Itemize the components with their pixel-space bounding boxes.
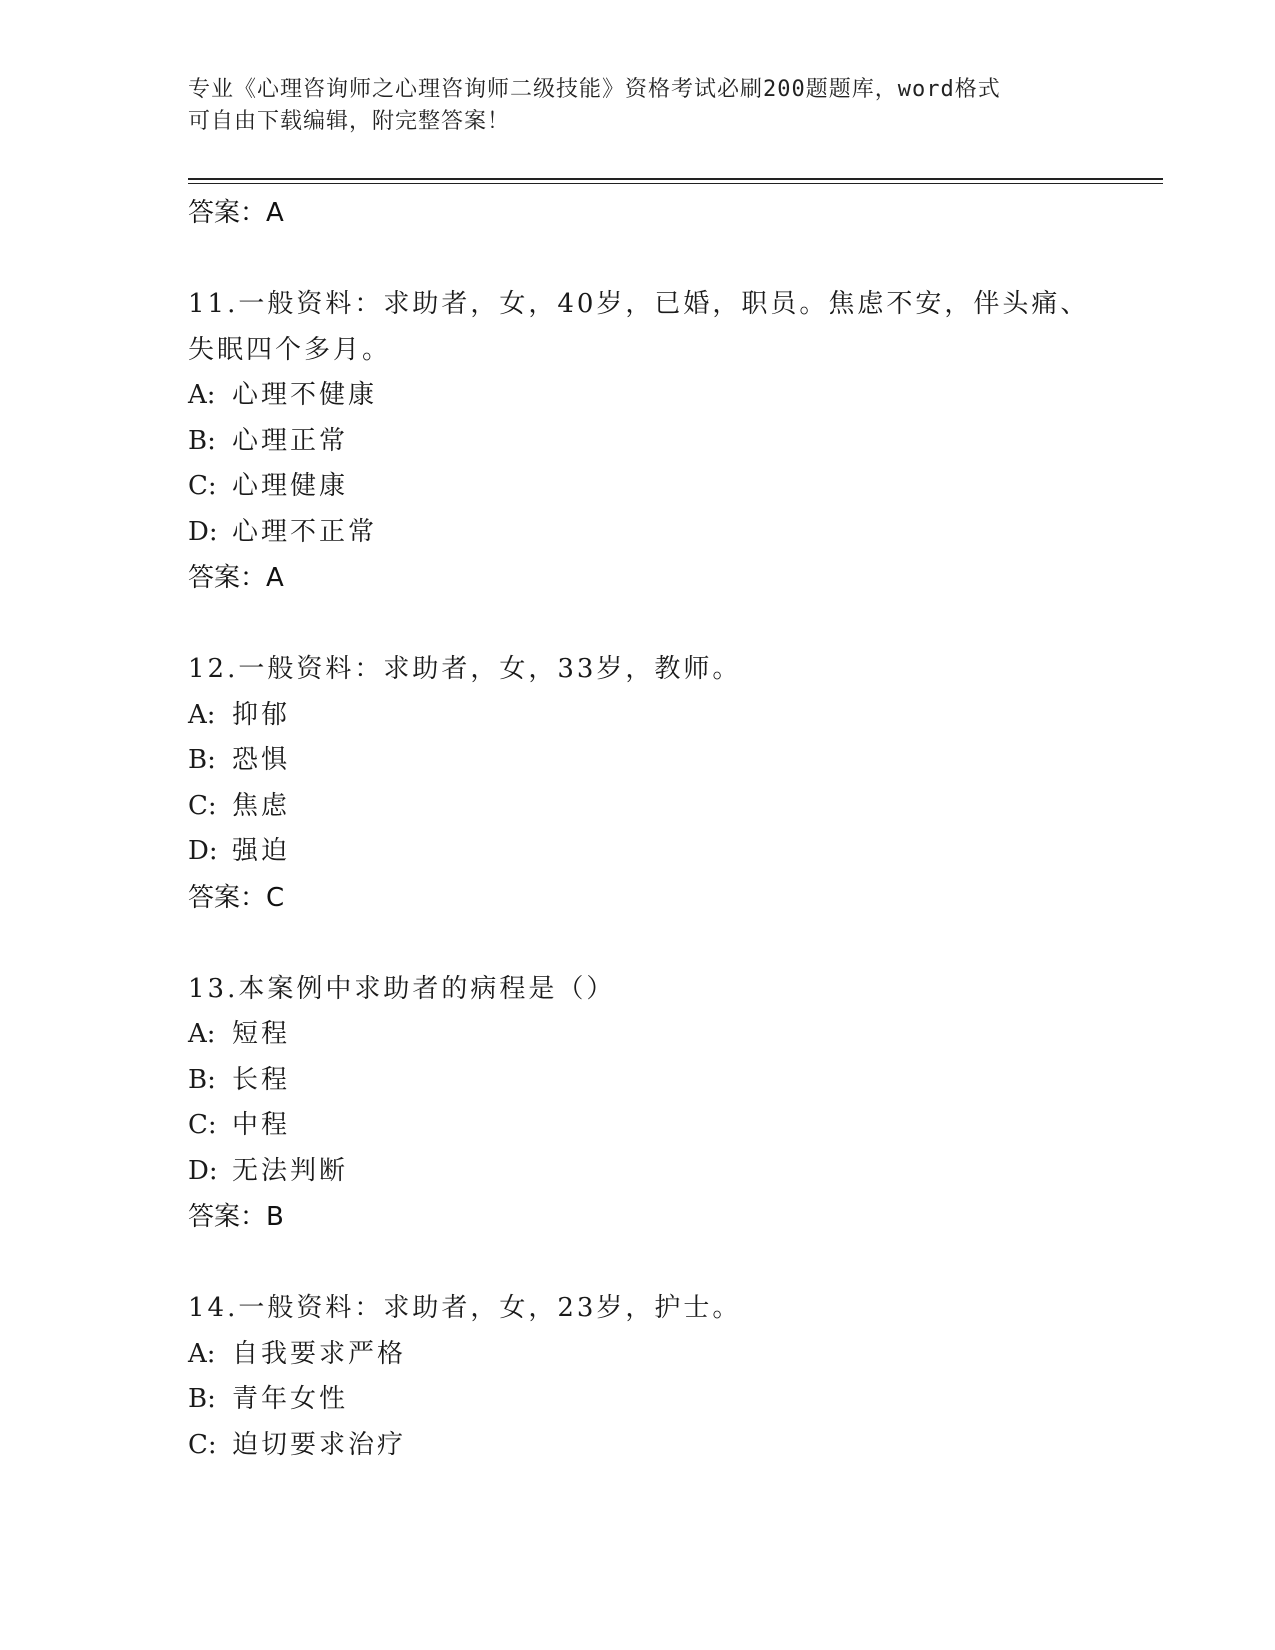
answer-option [188, 1012, 1163, 1058]
option-text: 恐惧 [232, 745, 291, 775]
option-text: 青年女性 [232, 1384, 349, 1414]
answer-option [188, 1149, 1163, 1195]
option-key: B: [188, 1064, 216, 1095]
option-text: 强迫 [232, 836, 291, 866]
answer-line: 答案：C [188, 882, 285, 913]
answer-line: 答案：A [188, 198, 284, 228]
option-key: D: [188, 836, 218, 866]
option-key: A: [188, 699, 216, 730]
option-text: 无法判断 [232, 1155, 349, 1186]
question-text: 14.一般资料：求助者，女，23岁，护士。 [188, 1293, 742, 1323]
option-key: B: [188, 425, 216, 456]
question-spacer [188, 1240, 1163, 1286]
question-block [188, 282, 1163, 601]
option-key: A: [188, 380, 216, 410]
option-key: C: [188, 1110, 217, 1140]
question-text: 失眠四个多月。 [188, 334, 392, 365]
answer-option [188, 419, 1163, 465]
question-block [188, 967, 1163, 1241]
answer-option [188, 784, 1163, 830]
option-key: C: [188, 471, 217, 501]
option-key: C: [188, 790, 217, 821]
question-block [188, 647, 1163, 921]
option-text: 心理不健康 [232, 380, 378, 410]
option-key: A: [188, 1338, 216, 1369]
answer-option [188, 1377, 1163, 1423]
answer-option [188, 1103, 1163, 1149]
question-spacer [188, 601, 1163, 647]
option-text: 心理正常 [232, 425, 349, 456]
header-divider [188, 178, 1163, 180]
header-line-1: 专业《心理咨询师之心理咨询师二级技能》资格考试必刷200题题库，word格式 [188, 77, 1001, 102]
question-spacer [188, 236, 1163, 282]
answer-option [188, 1423, 1163, 1469]
document-header [188, 74, 1088, 138]
option-key: B: [188, 745, 216, 775]
option-key: B: [188, 1384, 216, 1414]
option-key: D: [188, 1155, 218, 1186]
answer-option [188, 738, 1163, 784]
option-text: 心理健康 [232, 471, 349, 501]
question-spacer [188, 921, 1163, 967]
answer-line: 答案：B [188, 1202, 284, 1232]
option-text: 焦虑 [232, 790, 291, 821]
question-text: 11.一般资料：求助者，女，40岁，已婚，职员。焦虑不安，伴头痛、 [188, 289, 1090, 319]
answer-option [188, 829, 1163, 875]
question-list [188, 190, 1163, 1468]
answer-option [188, 693, 1163, 739]
option-text: 心理不正常 [232, 516, 378, 547]
answer-line: 答案：A [188, 563, 284, 593]
answer-option [188, 510, 1163, 556]
option-key: C: [188, 1429, 217, 1460]
option-text: 自我要求严格 [232, 1338, 407, 1369]
option-key: A: [188, 1019, 216, 1049]
answer-option [188, 1332, 1163, 1378]
option-text: 中程 [232, 1110, 291, 1140]
answer-option [188, 464, 1163, 510]
option-key: D: [188, 516, 218, 547]
answer-option [188, 373, 1163, 419]
option-text: 短程 [232, 1019, 291, 1049]
option-text: 迫切要求治疗 [232, 1429, 407, 1460]
header-line-2: 可自由下载编辑，附完整答案！ [188, 109, 511, 134]
header-divider-thin [188, 183, 1163, 184]
answer-option [188, 1058, 1163, 1104]
question-text: 13.本案例中求助者的病程是（） [188, 973, 616, 1004]
question-block [188, 1286, 1163, 1468]
option-text: 抑郁 [232, 699, 291, 730]
option-text: 长程 [232, 1064, 291, 1095]
question-text: 12.一般资料：求助者，女，33岁，教师。 [188, 654, 742, 684]
